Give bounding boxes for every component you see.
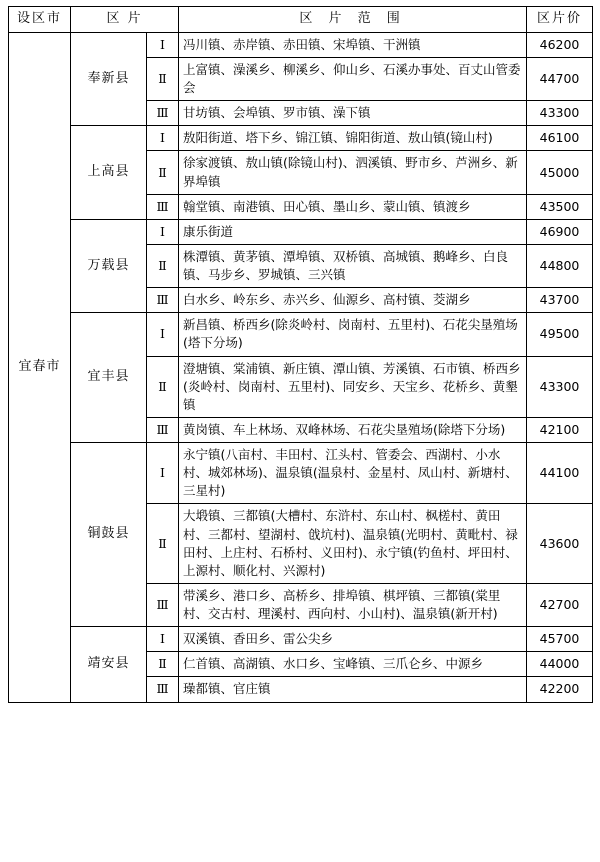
zone-cell: Ⅱ	[147, 57, 179, 100]
county-cell: 万载县	[71, 219, 147, 313]
zone-cell: Ⅲ	[147, 194, 179, 219]
zone-cell: Ⅱ	[147, 356, 179, 417]
column-header-county: 区 片	[71, 7, 179, 33]
table-row	[9, 126, 593, 151]
range-cell: 仁首镇、高湖镇、水口乡、宝峰镇、三爪仑乡、中源乡	[179, 652, 527, 677]
zone-cell: Ⅲ	[147, 417, 179, 442]
county-cell: 宜丰县	[71, 313, 147, 443]
zone-cell: Ⅰ	[147, 126, 179, 151]
range-cell: 璪都镇、官庄镇	[179, 677, 527, 702]
table-row	[9, 32, 593, 57]
range-cell: 康乐街道	[179, 219, 527, 244]
price-cell: 49500	[527, 313, 593, 356]
price-cell: 43300	[527, 101, 593, 126]
zone-cell: Ⅱ	[147, 652, 179, 677]
price-cell: 46900	[527, 219, 593, 244]
price-cell: 42700	[527, 583, 593, 626]
price-cell: 45000	[527, 151, 593, 194]
column-header-city: 设区市	[9, 7, 71, 33]
range-cell: 带溪乡、港口乡、高桥乡、排埠镇、棋坪镇、三都镇(棠里村、交古村、理溪村、西向村、小山村)、温泉镇(新开村)	[179, 583, 527, 626]
zone-cell: Ⅲ	[147, 583, 179, 626]
table-row	[9, 219, 593, 244]
price-cell: 46100	[527, 126, 593, 151]
city-cell: 宜春市	[9, 32, 71, 702]
price-cell: 43600	[527, 504, 593, 584]
price-cell: 46200	[527, 32, 593, 57]
table-row	[9, 313, 593, 356]
land-price-table	[8, 6, 593, 703]
zone-cell: Ⅲ	[147, 101, 179, 126]
column-header-price: 区片价	[527, 7, 593, 33]
range-cell: 澄塘镇、棠浦镇、新庄镇、潭山镇、芳溪镇、石市镇、桥西乡(炎岭村、岗南村、五里村)、同安乡、天宝乡、花桥乡、黄墾镇	[179, 356, 527, 417]
table-body	[9, 32, 593, 702]
table-row	[9, 443, 593, 504]
county-cell: 上高县	[71, 126, 147, 220]
range-cell: 黄岗镇、车上林场、双峰林场、石花尖垦殖场(除塔下分场)	[179, 417, 527, 442]
range-cell: 大塅镇、三都镇(大槽村、东浒村、东山村、枫槎村、黄田村、三都村、望湖村、戗坑村)、温泉镇(光明村、黄毗村、禄田村、上庄村、石桥村、义田村)、永宁镇(钓鱼村、坪田村、上源村、顺化村、兴源村)	[179, 504, 527, 584]
column-header-range: 区 片 范 围	[179, 7, 527, 33]
range-cell: 新昌镇、桥西乡(除炎岭村、岗南村、五里村)、石花尖垦殖场(塔下分场)	[179, 313, 527, 356]
price-cell: 43500	[527, 194, 593, 219]
price-cell: 43700	[527, 288, 593, 313]
price-cell: 44700	[527, 57, 593, 100]
price-cell: 43300	[527, 356, 593, 417]
range-cell: 株潭镇、黄茅镇、潭埠镇、双桥镇、高城镇、鹅峰乡、白良镇、马步乡、罗城镇、三兴镇	[179, 244, 527, 287]
range-cell: 白水乡、岭东乡、赤兴乡、仙源乡、高村镇、茭湖乡	[179, 288, 527, 313]
range-cell: 上富镇、澡溪乡、柳溪乡、仰山乡、石溪办事处、百丈山管委会	[179, 57, 527, 100]
county-cell: 奉新县	[71, 32, 147, 126]
zone-cell: Ⅲ	[147, 677, 179, 702]
price-cell: 44000	[527, 652, 593, 677]
price-cell: 44800	[527, 244, 593, 287]
zone-cell: Ⅰ	[147, 32, 179, 57]
county-cell: 靖安县	[71, 627, 147, 702]
price-cell: 42100	[527, 417, 593, 442]
price-cell: 45700	[527, 627, 593, 652]
range-cell: 甘坊镇、会埠镇、罗市镇、澡下镇	[179, 101, 527, 126]
range-cell: 冯川镇、赤岸镇、赤田镇、宋埠镇、干洲镇	[179, 32, 527, 57]
range-cell: 徐家渡镇、敖山镇(除镜山村)、泗溪镇、野市乡、芦洲乡、新界埠镇	[179, 151, 527, 194]
zone-cell: Ⅱ	[147, 504, 179, 584]
table-row	[9, 627, 593, 652]
zone-cell: Ⅰ	[147, 313, 179, 356]
zone-cell: Ⅱ	[147, 151, 179, 194]
zone-cell: Ⅱ	[147, 244, 179, 287]
price-cell: 42200	[527, 677, 593, 702]
zone-cell: Ⅰ	[147, 219, 179, 244]
price-cell: 44100	[527, 443, 593, 504]
range-cell: 双溪镇、香田乡、雷公尖乡	[179, 627, 527, 652]
zone-cell: Ⅰ	[147, 443, 179, 504]
table-header	[9, 7, 593, 33]
zone-cell: Ⅰ	[147, 627, 179, 652]
range-cell: 永宁镇(八亩村、丰田村、江头村、管委会、西湖村、小水村、城郊林场)、温泉镇(温泉村、金星村、凤山村、新塘村、三星村)	[179, 443, 527, 504]
county-cell: 铜鼓县	[71, 443, 147, 627]
range-cell: 敖阳街道、塔下乡、锦江镇、锦阳街道、敖山镇(镜山村)	[179, 126, 527, 151]
table-header-row	[9, 7, 593, 33]
range-cell: 翰堂镇、南港镇、田心镇、墨山乡、蒙山镇、镇渡乡	[179, 194, 527, 219]
zone-cell: Ⅲ	[147, 288, 179, 313]
